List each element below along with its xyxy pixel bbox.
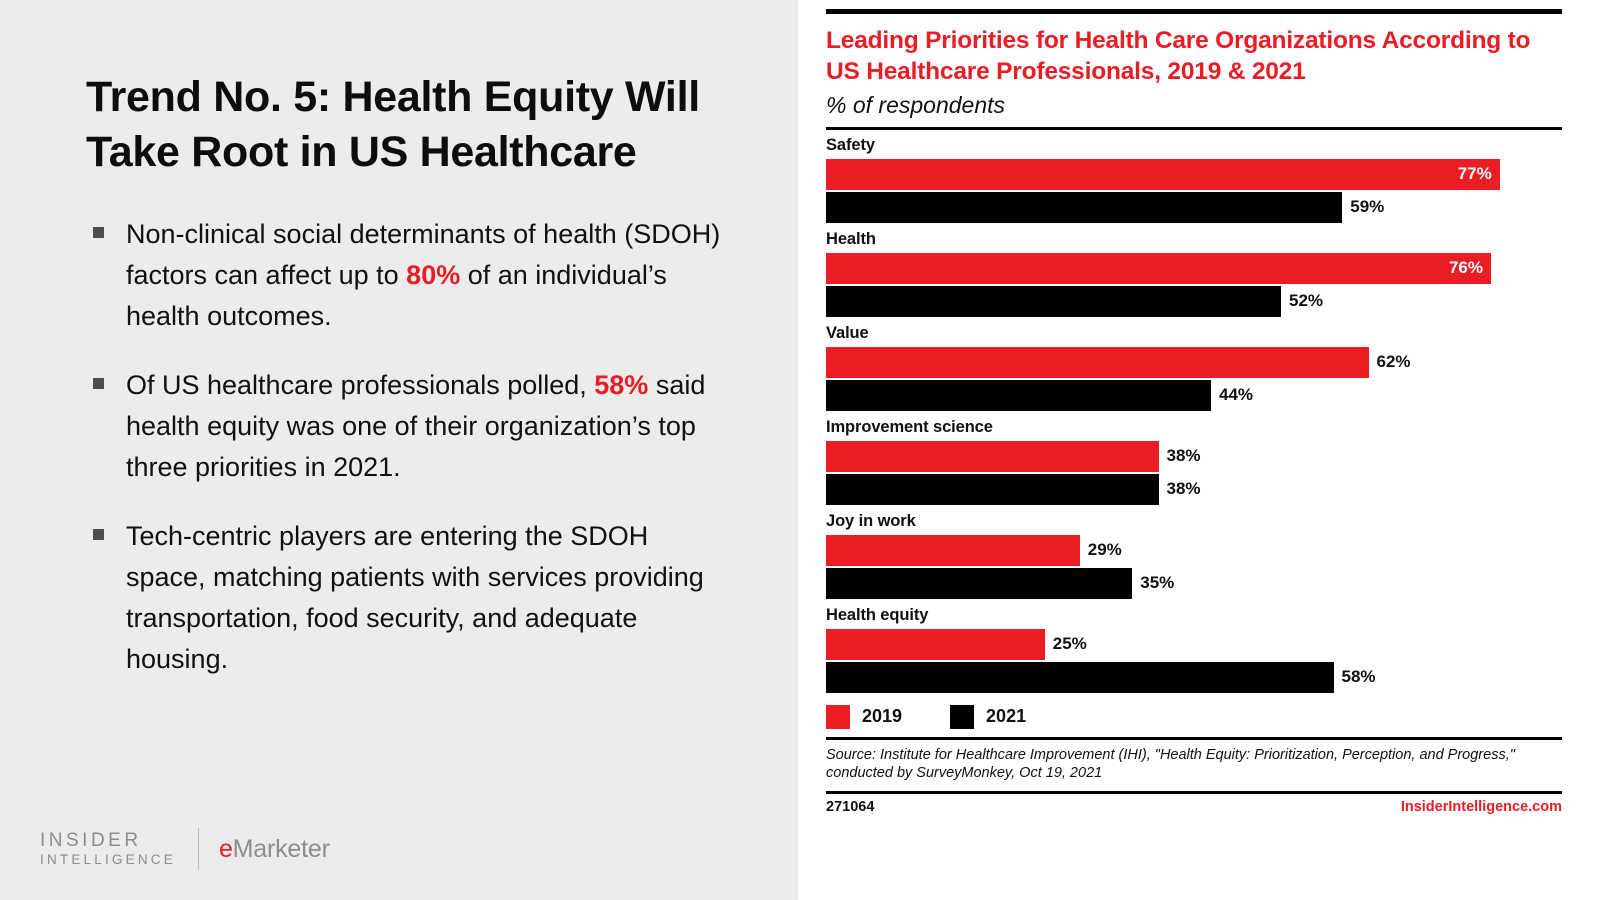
- bar-group-label: Value: [826, 323, 869, 342]
- list-item: [86, 214, 728, 337]
- site-link[interactable]: InsiderIntelligence.com: [1400, 798, 1562, 815]
- bar-value-label: 25%: [1052, 634, 1087, 654]
- bar-group: [826, 418, 1562, 505]
- bullet-text-pre: Non-clinical social determinants of health (SDOH) factors can affect up to: [126, 219, 721, 291]
- legend-label: 2019: [862, 706, 903, 727]
- bullet-text-pre: Tech-centric players are entering the SDOH space, matching patients with services providing transportation, food security, and adequate housing.: [126, 521, 704, 675]
- bar-group: [826, 136, 1562, 223]
- chart-footer: [826, 799, 1562, 815]
- bar-value-label: 58%: [1341, 667, 1376, 687]
- bar-2021: [826, 568, 1132, 599]
- bar-2019: [826, 629, 1045, 660]
- bullet-highlight: 80%: [406, 260, 461, 291]
- bar-value-label: 44%: [1219, 385, 1254, 405]
- bar-row: [826, 662, 1562, 693]
- bullet-marker-icon: [93, 227, 104, 238]
- chart-panel: [798, 0, 1600, 900]
- bar-row: [826, 347, 1562, 378]
- legend-item-2019: [826, 705, 902, 729]
- bar-row: [826, 159, 1562, 190]
- bar-group: [826, 512, 1562, 599]
- bar-value-label: 52%: [1289, 291, 1324, 311]
- emarketer-logo: [219, 835, 330, 864]
- bar-row: [826, 535, 1562, 566]
- chart-id: 271064: [826, 798, 875, 815]
- brand-logo: [40, 828, 330, 870]
- chart-header-rule: [826, 127, 1562, 130]
- insider-intelligence-logo: [40, 830, 176, 867]
- bar-group-label: Joy in work: [826, 511, 916, 530]
- bullet-text-post: said health equity was one of their organization’s top three priorities in 2021.: [126, 370, 706, 483]
- bar-value-label: 59%: [1350, 197, 1385, 217]
- bar-row: [826, 286, 1562, 317]
- bar-group-label: Health equity: [826, 605, 929, 624]
- left-content-panel: [0, 0, 798, 900]
- bullet-marker-icon: [93, 378, 104, 389]
- chart-title: Leading Priorities for Health Care Organizations According to US Healthcare Professionals, 2019 & 2021: [826, 27, 1531, 85]
- bar-row: [826, 253, 1562, 284]
- footer-rule: [826, 791, 1562, 794]
- legend-swatch-icon: [950, 705, 974, 729]
- bar-group: [826, 230, 1562, 317]
- bar-row: [826, 474, 1562, 505]
- source-rule: [826, 737, 1562, 740]
- bar-2019: [826, 159, 1500, 190]
- bar-group: [826, 606, 1562, 693]
- bar-row: [826, 192, 1562, 223]
- bullet-text-post: of an individual’s health outcomes.: [126, 260, 667, 332]
- legend-swatch-icon: [826, 705, 850, 729]
- list-item: [86, 365, 728, 488]
- bullet-text-pre: Of US healthcare professionals polled,: [126, 370, 595, 401]
- bar-value-label: 35%: [1140, 573, 1175, 593]
- bar-2021: [826, 380, 1211, 411]
- bar-value-label: 76%: [1448, 258, 1483, 278]
- bar-value-label: 38%: [1166, 446, 1201, 466]
- bar-2021: [826, 192, 1342, 223]
- chart-source-note: Source: Institute for Healthcare Improvement (IHI), "Health Equity: Prioritization, Perception, and Progress," conducted by SurveyMonkey, Oct 19, 2021: [826, 746, 1515, 782]
- bullet-highlight: 58%: [594, 370, 649, 401]
- bar-group-label: Safety: [826, 135, 875, 154]
- bar-row: [826, 380, 1562, 411]
- bar-2019: [826, 441, 1159, 472]
- bar-2021: [826, 286, 1281, 317]
- bar-2019: [826, 347, 1369, 378]
- bar-group-label: Improvement science: [826, 417, 993, 436]
- bar-value-label: 77%: [1457, 164, 1492, 184]
- list-item: [86, 516, 728, 680]
- bar-group: [826, 324, 1562, 411]
- emarketer-logo-e: e: [218, 834, 233, 863]
- page-title: Trend No. 5: Health Equity Will Take Root in US Healthcare: [86, 73, 700, 177]
- emarketer-logo-rest: Marketer: [232, 834, 330, 863]
- logo-divider: [198, 828, 199, 870]
- bar-group-label: Health: [826, 229, 876, 248]
- insider-logo-line1: INSIDER: [40, 830, 142, 852]
- chart-top-rule: [826, 9, 1562, 14]
- bar-2021: [826, 662, 1334, 693]
- chart-subtitle: % of respondents: [826, 91, 1006, 118]
- chart-legend: [826, 705, 1562, 729]
- bar-2019: [826, 253, 1491, 284]
- bar-2021: [826, 474, 1159, 505]
- bar-2019: [826, 535, 1080, 566]
- bar-row: [826, 441, 1562, 472]
- legend-label: 2021: [986, 706, 1027, 727]
- bar-chart-plot: [826, 136, 1562, 693]
- bar-value-label: 62%: [1376, 352, 1411, 372]
- insider-logo-line2: INTELLIGENCE: [40, 852, 176, 868]
- bar-value-label: 29%: [1087, 540, 1122, 560]
- bullet-list: [86, 214, 728, 680]
- legend-item-2021: [950, 705, 1026, 729]
- bar-row: [826, 629, 1562, 660]
- bar-value-label: 38%: [1166, 479, 1201, 499]
- bar-row: [826, 568, 1562, 599]
- bullet-marker-icon: [93, 529, 104, 540]
